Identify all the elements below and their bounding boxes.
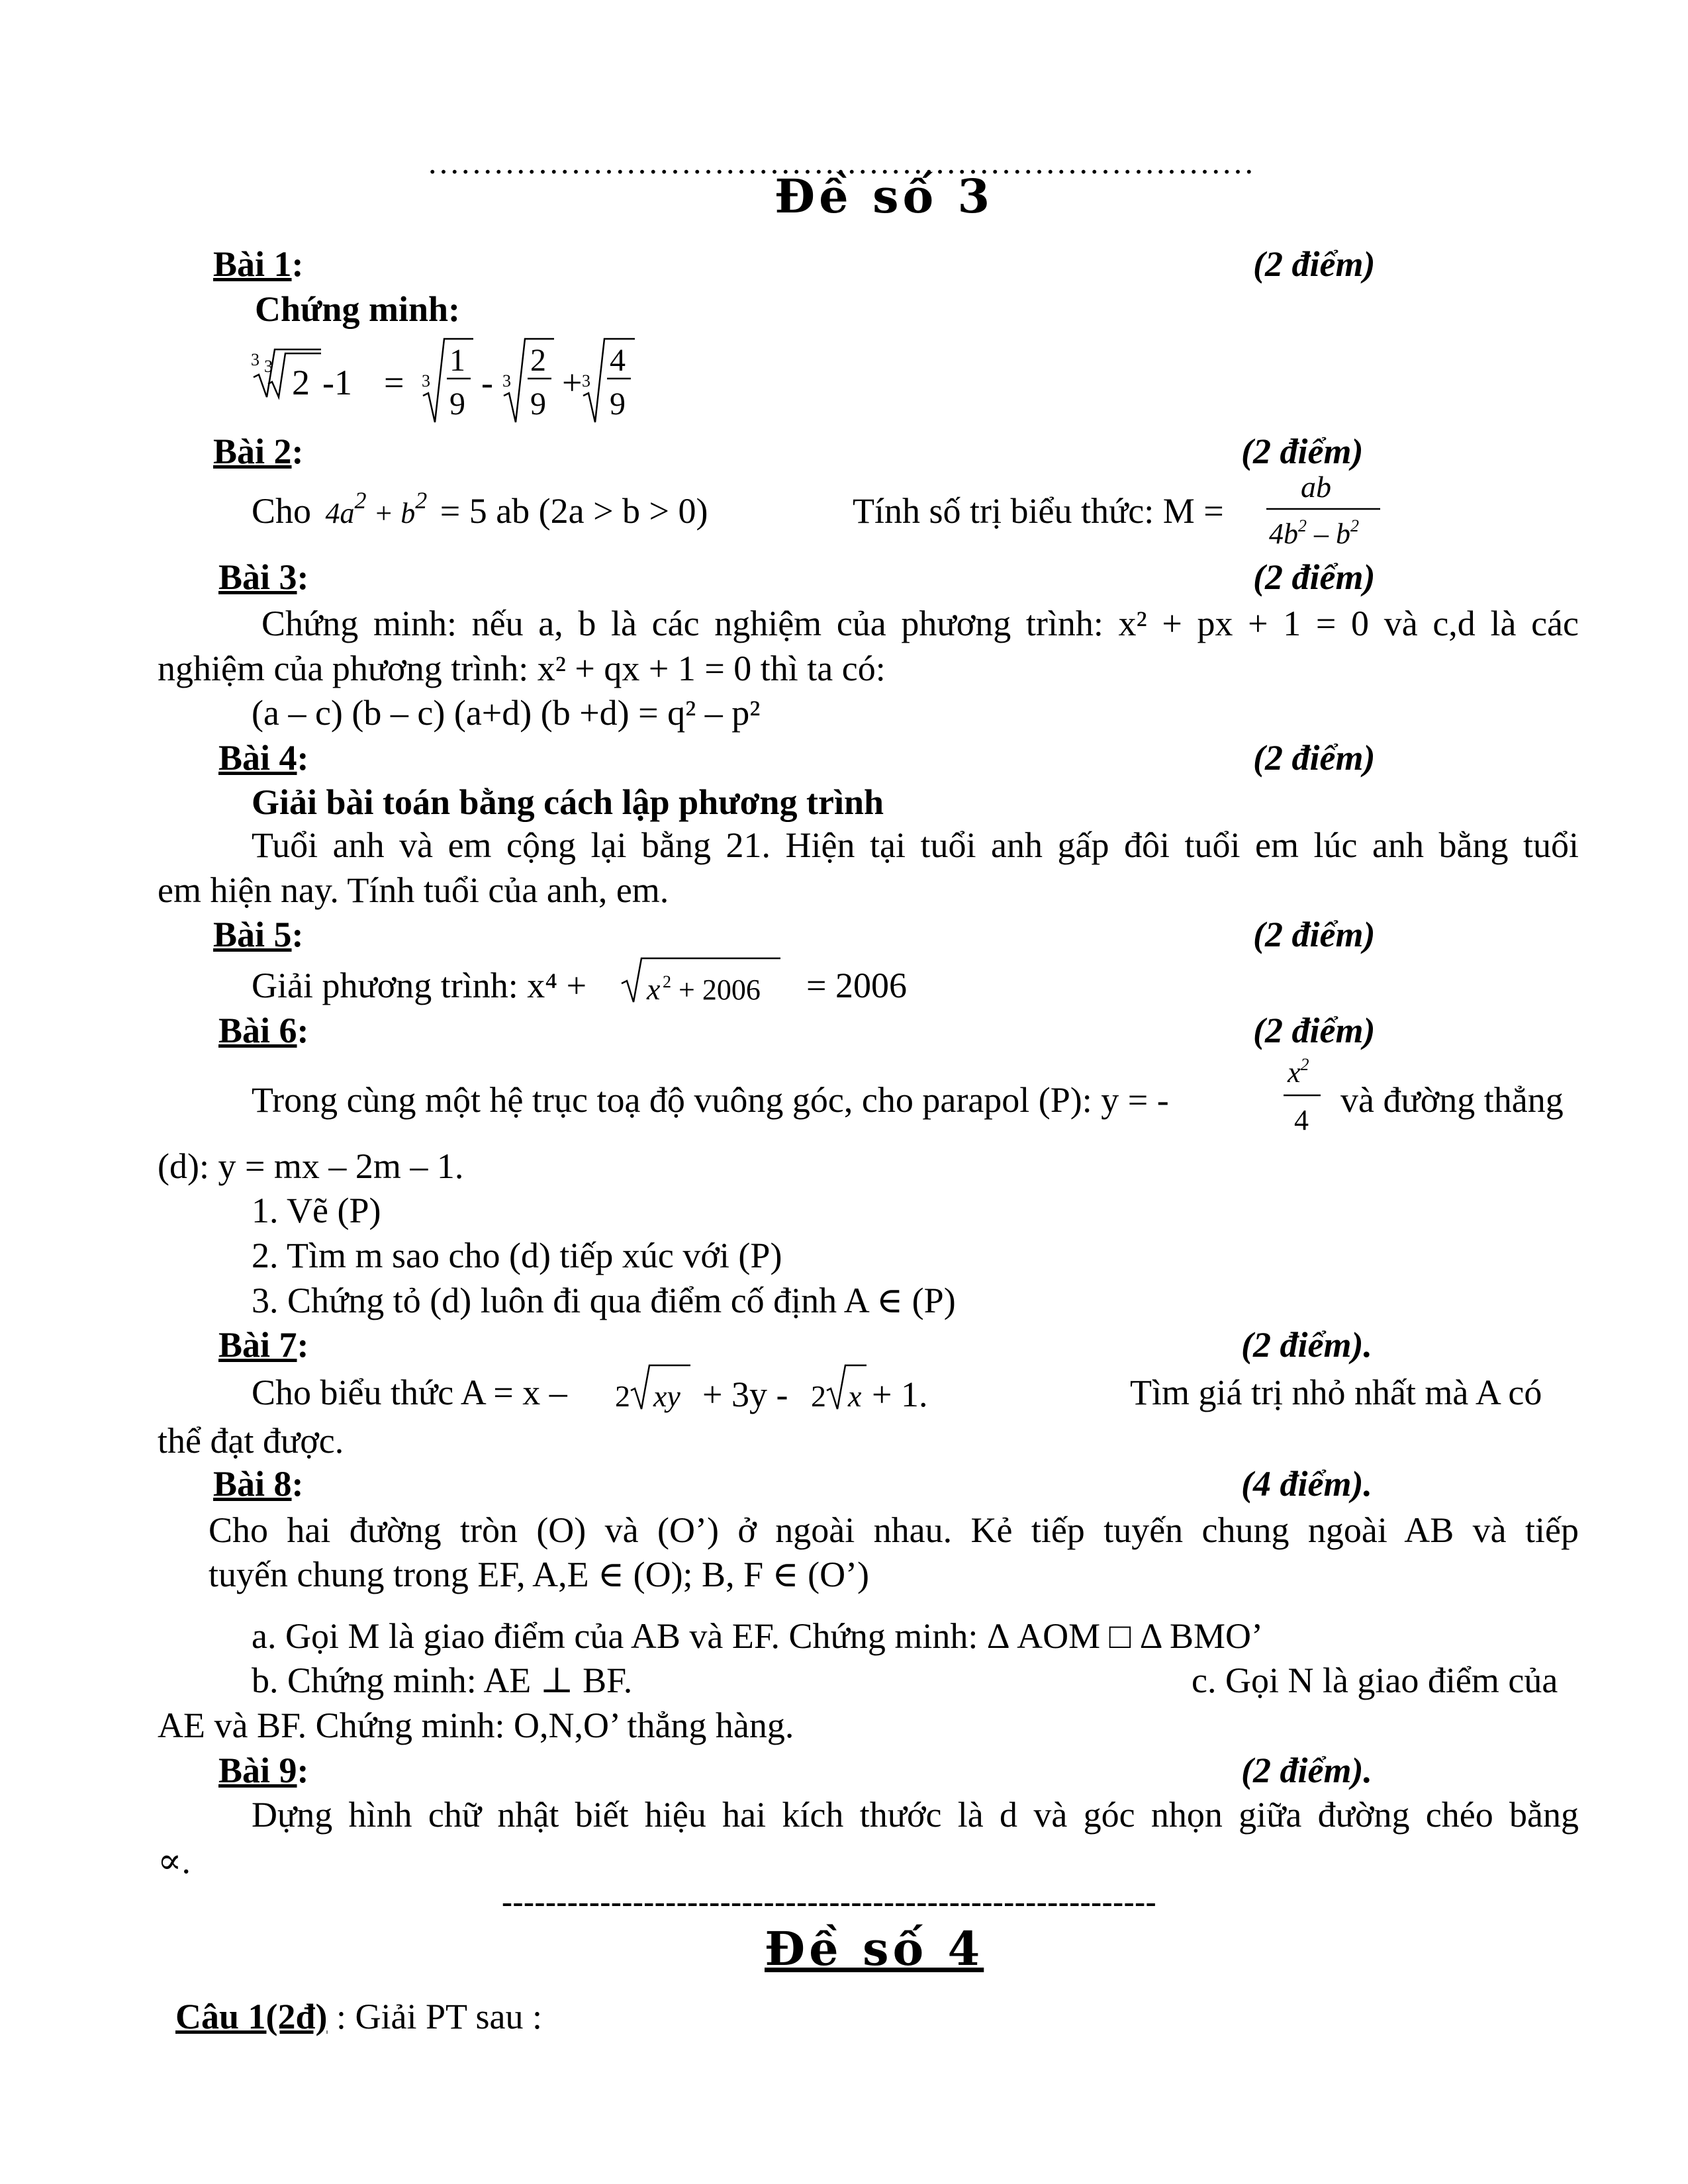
bai7-colon: : — [297, 1325, 309, 1365]
bai4-colon: : — [297, 738, 309, 778]
bai9-line2: ∝. — [158, 1841, 191, 1881]
equals-sign: = — [384, 363, 404, 402]
bai7-label: Bài 7 — [218, 1325, 297, 1365]
coef2: 2 — [811, 1379, 826, 1413]
bai2-cho: Cho — [252, 491, 312, 531]
root-index: 3 — [264, 357, 273, 376]
bai2-expression: $4a^2 + b^2$ — [325, 487, 428, 529]
bai2-points: (2 điểm) — [1241, 432, 1364, 471]
bai4-label: Bài 4 — [218, 738, 297, 778]
title4-text: Đề số 4 — [765, 1921, 984, 1976]
bai9-label: Bài 9 — [218, 1751, 297, 1790]
bai2-heading — [213, 433, 304, 469]
bai6-line1b: và đường thẳng — [1340, 1080, 1564, 1120]
bai5-suffix: = 2006 — [806, 966, 907, 1005]
bai2-given-tail: = 5 ab (2a > b > 0) — [440, 491, 708, 531]
root-index: 3 — [251, 350, 259, 369]
bai9-points: (2 điểm). — [1241, 1751, 1372, 1790]
bai2-given — [252, 487, 708, 531]
bai7-heading — [218, 1327, 309, 1363]
cau1-label: Câu 1(2đ) — [175, 1997, 328, 2036]
bai6-item3: 3. Chứng tỏ (d) luôn đi qua điểm cố định A ∈ (P) — [252, 1281, 956, 1320]
bai5-prefix: Giải phương trình: x⁴ + — [252, 966, 587, 1005]
bai2-task: Tính số trị biểu thức: M = — [853, 491, 1224, 531]
fraction-denominator: 4 — [1294, 1104, 1309, 1136]
root-index: 3 — [502, 371, 511, 390]
bai3-line1: Chứng minh: nếu a, b là các nghiệm của phương trình: x² + px + 1 = 0 và c,d là các — [261, 604, 1579, 643]
bai1-heading — [213, 246, 304, 282]
bai5-sqrt — [619, 953, 791, 1013]
bai8-points-wrap — [1241, 1466, 1372, 1502]
bai8-item-a: a. Gọi M là giao điểm của AB và EF. Chứng minh: Δ AOM □ Δ BMO’ — [252, 1616, 1263, 1656]
middle-terms: + 3y - — [702, 1375, 788, 1414]
page-title-de-so-3: Đề số 3 — [774, 169, 994, 224]
bai6-line2: (d): y = mx – 2m – 1. — [158, 1146, 464, 1186]
bai7-expression — [612, 1360, 950, 1420]
bai8-heading — [213, 1466, 304, 1502]
bai8-points: (4 điểm). — [1241, 1464, 1372, 1504]
radical-sign-term3 — [583, 339, 635, 422]
m-denominator: $4b^2 - b^2$ — [1269, 516, 1359, 550]
plus-sign: + — [562, 363, 583, 402]
term2-denominator: 9 — [530, 387, 546, 422]
constant-term: + 1. — [872, 1375, 928, 1414]
bai6-fraction — [1281, 1056, 1327, 1148]
bai8-line1: Cho hai đường tròn (O) và (O’) ở ngoài nhau. Kẻ tiếp tuyến chung ngoài AB và tiếp — [209, 1510, 1579, 1550]
bai3-heading — [218, 559, 309, 595]
radicand-rest: + 2006 — [679, 974, 761, 1006]
section-separator: ------------------------------------------------------------ — [502, 1884, 1157, 1919]
bai7-points-wrap — [1241, 1327, 1372, 1363]
bai9-line1: Dựng hình chữ nhật biết hiệu hai kích thước là d và góc nhọn giữa đường chéo bằng — [252, 1795, 1579, 1835]
bai4-heading — [218, 740, 309, 776]
bai7-line1a: Cho biểu thức A = x – — [252, 1373, 567, 1412]
bai8-label: Bài 8 — [213, 1464, 292, 1504]
term3-numerator: 4 — [610, 343, 626, 378]
bai3-line2: nghiệm của phương trình: x² + qx + 1 = 0 thì ta có: — [158, 649, 886, 688]
term1-numerator: 1 — [449, 343, 465, 378]
bai8-colon: : — [291, 1464, 304, 1504]
radicand-x: x — [647, 972, 661, 1006]
term3-denominator: 9 — [610, 387, 626, 422]
radicand-xy: xy — [653, 1379, 680, 1413]
bai1-colon: : — [291, 244, 304, 284]
radicand-exponent: 2 — [663, 972, 671, 991]
term2-numerator: 2 — [530, 343, 546, 378]
bai1-label: Bài 1 — [213, 244, 292, 284]
bai1-formula — [248, 331, 672, 430]
bai6-item2: 2. Tìm m sao cho (d) tiếp xúc với (P) — [252, 1236, 782, 1275]
root-index: 3 — [582, 371, 590, 390]
root-index: 3 — [422, 371, 430, 390]
bai2-colon: : — [291, 432, 304, 471]
lhs-minus-one: -1 — [322, 363, 352, 402]
m-numerator: ab — [1301, 470, 1331, 504]
bai3-label: Bài 3 — [218, 557, 297, 597]
bai5-label: Bài 5 — [213, 915, 292, 954]
coef1: 2 — [615, 1379, 630, 1413]
bai2-m-fraction — [1254, 467, 1387, 559]
bai8-item-c2: AE và BF. Chứng minh: O,N,O’ thẳng hàng. — [158, 1706, 794, 1745]
bai7-line2: thể đạt được. — [158, 1421, 344, 1461]
bai8-item-b: b. Chứng minh: AE ⊥ BF. — [252, 1661, 633, 1700]
term1-denominator: 9 — [449, 387, 465, 422]
bai1-subheading: Chứng minh: — [255, 289, 460, 329]
bai4-line2: em hiện nay. Tính tuổi của anh, em. — [158, 870, 669, 910]
bai4-points: (2 điểm) — [1253, 738, 1376, 778]
bai4-subheading: Giải bài toán bằng cách lập phương trình — [252, 782, 884, 822]
bai3-colon: : — [297, 557, 309, 597]
bai2-label: Bài 2 — [213, 432, 292, 471]
cau1-rest: : Giải PT sau : — [327, 1997, 543, 2036]
bai5-colon: : — [291, 915, 304, 954]
radical-sign-term2 — [504, 339, 554, 422]
lhs-radicand: 2 — [292, 363, 310, 402]
bai9-points-wrap — [1241, 1752, 1372, 1788]
bai3-line3: (a – c) (b – c) (a+d) (b +d) = q² – p² — [252, 693, 761, 733]
bai6-colon: : — [297, 1011, 309, 1050]
bai4-line1: Tuổi anh và em cộng lại bằng 21. Hiện tại tuổi anh gấp đôi tuổi em lúc anh bằng tuổi — [252, 825, 1579, 865]
fraction-numerator: $x^2$ — [1288, 1056, 1309, 1089]
bai8-item-c1: c. Gọi N là giao điểm của — [1192, 1661, 1558, 1700]
bai5-heading — [213, 917, 304, 952]
cau1-line — [175, 1999, 542, 2034]
bai5-points: (2 điểm) — [1253, 915, 1376, 954]
bai9-heading — [218, 1752, 309, 1788]
radicand-x: x — [848, 1379, 862, 1413]
bai8-line2: tuyến chung trong EF, A,E ∈ (O); B, F ∈ (O’) — [209, 1555, 870, 1594]
bai9-colon: : — [297, 1751, 309, 1790]
bai3-points: (2 điểm) — [1253, 557, 1376, 597]
bai6-item1: 1. Vẽ (P) — [252, 1191, 381, 1230]
bai1-points: (2 điểm) — [1253, 244, 1376, 284]
bai7-points: (2 điểm). — [1241, 1325, 1372, 1365]
bai6-line1a: Trong cùng một hệ trục toạ độ vuông góc, cho parapol (P): y = - — [252, 1080, 1169, 1120]
minus-sign: - — [481, 363, 493, 402]
bai6-label: Bài 6 — [218, 1011, 297, 1050]
header-dots: ………………………………………………………………… — [427, 144, 1254, 181]
bai6-points: (2 điểm) — [1253, 1011, 1376, 1050]
page-title-de-so-4 — [765, 1921, 984, 1976]
bai6-heading — [218, 1013, 309, 1048]
bai7-line1b: Tìm giá trị nhỏ nhất mà A có — [1130, 1373, 1542, 1412]
radical-sign-term1 — [423, 339, 473, 422]
